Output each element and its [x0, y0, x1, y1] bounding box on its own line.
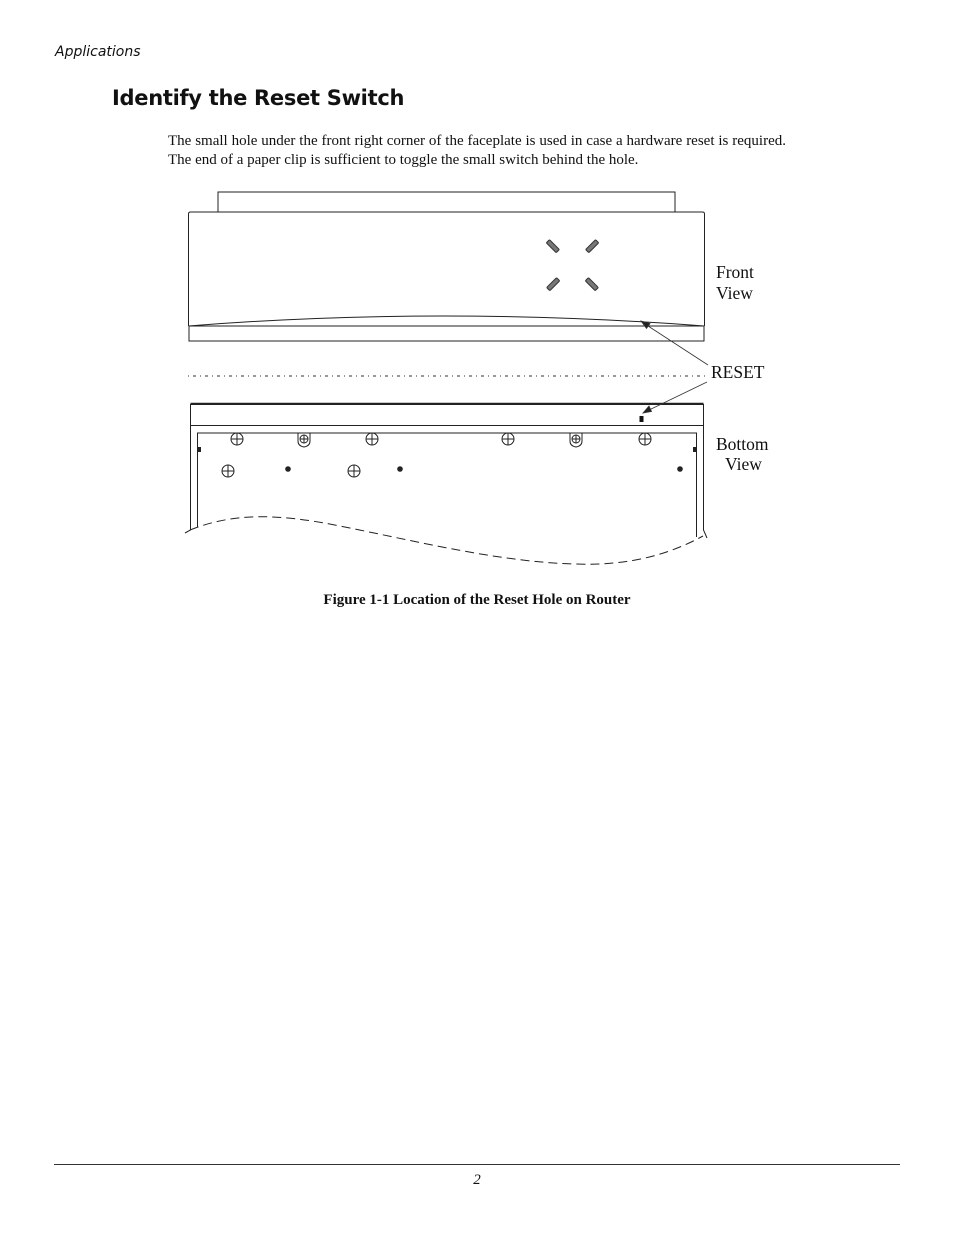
footer-rule: [54, 1164, 900, 1165]
bottom-view-label-line1: Bottom: [716, 434, 769, 454]
bottom-view-drawing: [185, 404, 707, 565]
shield-screw-icon: [298, 433, 310, 447]
screw-icon: [639, 433, 651, 445]
reset-arrow-front: [645, 324, 708, 365]
front-view-drawing: [189, 192, 705, 341]
screw-icon: [348, 465, 360, 477]
mount-hole: [285, 466, 291, 472]
led-indicator: [586, 240, 599, 253]
front-top-plate: [218, 192, 675, 212]
foot-clip: [693, 447, 696, 452]
bottom-right-side: [704, 426, 708, 538]
screw-icon: [222, 465, 234, 477]
front-view-label-line1: Front: [716, 262, 754, 282]
bottom-view-label-line2: View: [725, 454, 762, 474]
screw-icon: [366, 433, 378, 445]
bottom-left-side: [185, 426, 191, 533]
front-indicator-leds: [546, 240, 598, 291]
section-title: Identify the Reset Switch: [112, 86, 405, 110]
led-indicator: [547, 278, 560, 291]
figure-caption: Figure 1-1 Location of the Reset Hole on Router: [323, 592, 631, 608]
reset-arrow-bottom: [647, 382, 707, 411]
front-faceplate: [189, 212, 705, 326]
bottom-front-edge: [191, 405, 704, 426]
body-paragraph: The small hole under the front right corner of the faceplate is used in case a hardware reset is required. The end of a paper clip is sufficient to toggle the small switch behind the hole.: [168, 133, 786, 168]
reset-callouts: [641, 321, 708, 413]
led-indicator: [546, 240, 559, 253]
led-indicator: [585, 278, 598, 291]
mount-hole: [677, 466, 683, 472]
front-base-strip: [189, 326, 704, 341]
page-number: 2: [473, 1172, 481, 1188]
shield-screw-icon: [570, 433, 582, 447]
front-view-label-line2: View: [716, 283, 753, 303]
faceplate-curve: [189, 316, 705, 326]
mount-hole: [397, 466, 403, 472]
foot-clip: [198, 447, 201, 452]
rubber-feet: [198, 447, 696, 472]
bottom-panel-outline: [198, 433, 697, 537]
running-header: Applications: [55, 44, 141, 60]
screw-icon: [502, 433, 514, 445]
screw-icon: [231, 433, 243, 445]
reset-hole: [640, 416, 644, 422]
cutaway-break-line: [190, 517, 703, 564]
arrow-head: [643, 406, 652, 413]
reset-label: RESET: [711, 362, 765, 382]
